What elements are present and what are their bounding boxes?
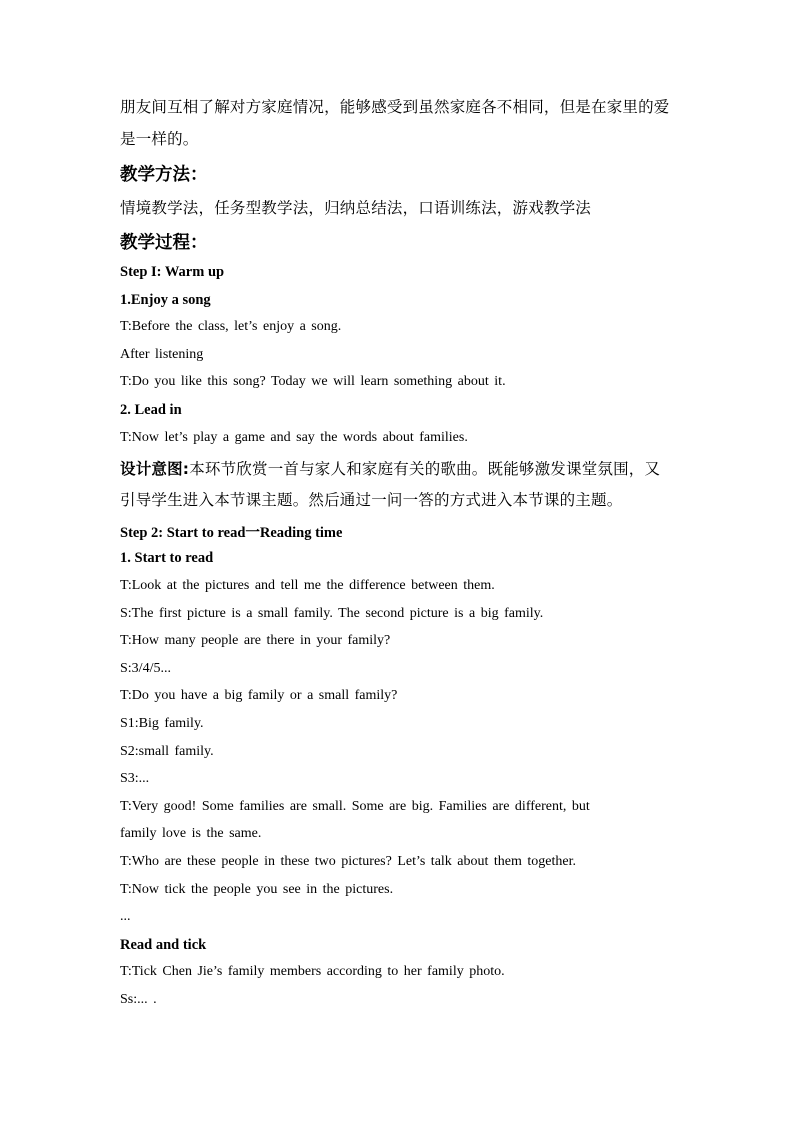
design-intent-line xyxy=(120,457,660,479)
text-line: S2:small family. xyxy=(120,744,214,759)
section-heading: 教学方法： xyxy=(120,165,208,185)
text-line: T:Now let’s play a game and say the words about families. xyxy=(120,430,468,445)
sub-heading: 1. Start to read xyxy=(120,550,214,566)
text-line: 情境教学法，任务型教学法，归纳总结法，口语训练法，游戏教学法 xyxy=(120,199,592,217)
text-line: T:Who are these people in these two pictures? Let’s talk about them together. xyxy=(120,854,576,869)
text-line: T:Before the class, let’s enjoy a song. xyxy=(120,319,342,334)
text-line: T:Very good! Some families are small. Some are big. Families are different, but xyxy=(120,799,590,814)
text-line: S1:Big family. xyxy=(120,716,204,731)
text-line: T:Tick Chen Jie’s family members according to her family photo. xyxy=(120,964,505,979)
step-heading: Step I: Warm up xyxy=(120,264,225,280)
sub-heading: 1.Enjoy a song xyxy=(120,292,211,308)
step-heading: Step 2: Start to read一Reading time xyxy=(120,525,343,541)
text-line: After listening xyxy=(120,347,204,362)
sub-heading: Read and tick xyxy=(120,937,207,953)
ellipsis-line: ... xyxy=(120,909,131,924)
text-line: T:How many people are there in your family? xyxy=(120,633,391,648)
text-line: S:3/4/5... xyxy=(120,661,171,676)
design-intent-label: 设计意图: xyxy=(120,460,190,478)
text-line: S3:... xyxy=(120,771,150,786)
design-intent-text: 本环节欣赏一首与家人和家庭有关的歌曲。既能够激发课堂氛围，又 xyxy=(189,460,661,478)
text-line: T:Do you like this song? Today we will learn something about it. xyxy=(120,374,506,389)
text-line: S:The first picture is a small family. The second picture is a big family. xyxy=(120,606,544,621)
section-heading: 教学过程： xyxy=(120,233,208,253)
text-line: T:Do you have a big family or a small family? xyxy=(120,688,398,703)
sub-heading: 2. Lead in xyxy=(120,402,182,418)
text-line: T:Look at the pictures and tell me the difference between them. xyxy=(120,578,495,593)
text-line: 引导学生进入本节课主题。然后通过一问一答的方式进入本节课的主题。 xyxy=(120,491,623,509)
text-line: Ss:... . xyxy=(120,992,157,1007)
text-line: 是一样的。 xyxy=(120,130,199,148)
text-line: T:Now tick the people you see in the pictures. xyxy=(120,882,394,897)
text-line: 朋友间互相了解对方家庭情况，能够感受到虽然家庭各不相同，但是在家里的爱 xyxy=(120,98,670,116)
text-line: family love is the same. xyxy=(120,826,262,841)
